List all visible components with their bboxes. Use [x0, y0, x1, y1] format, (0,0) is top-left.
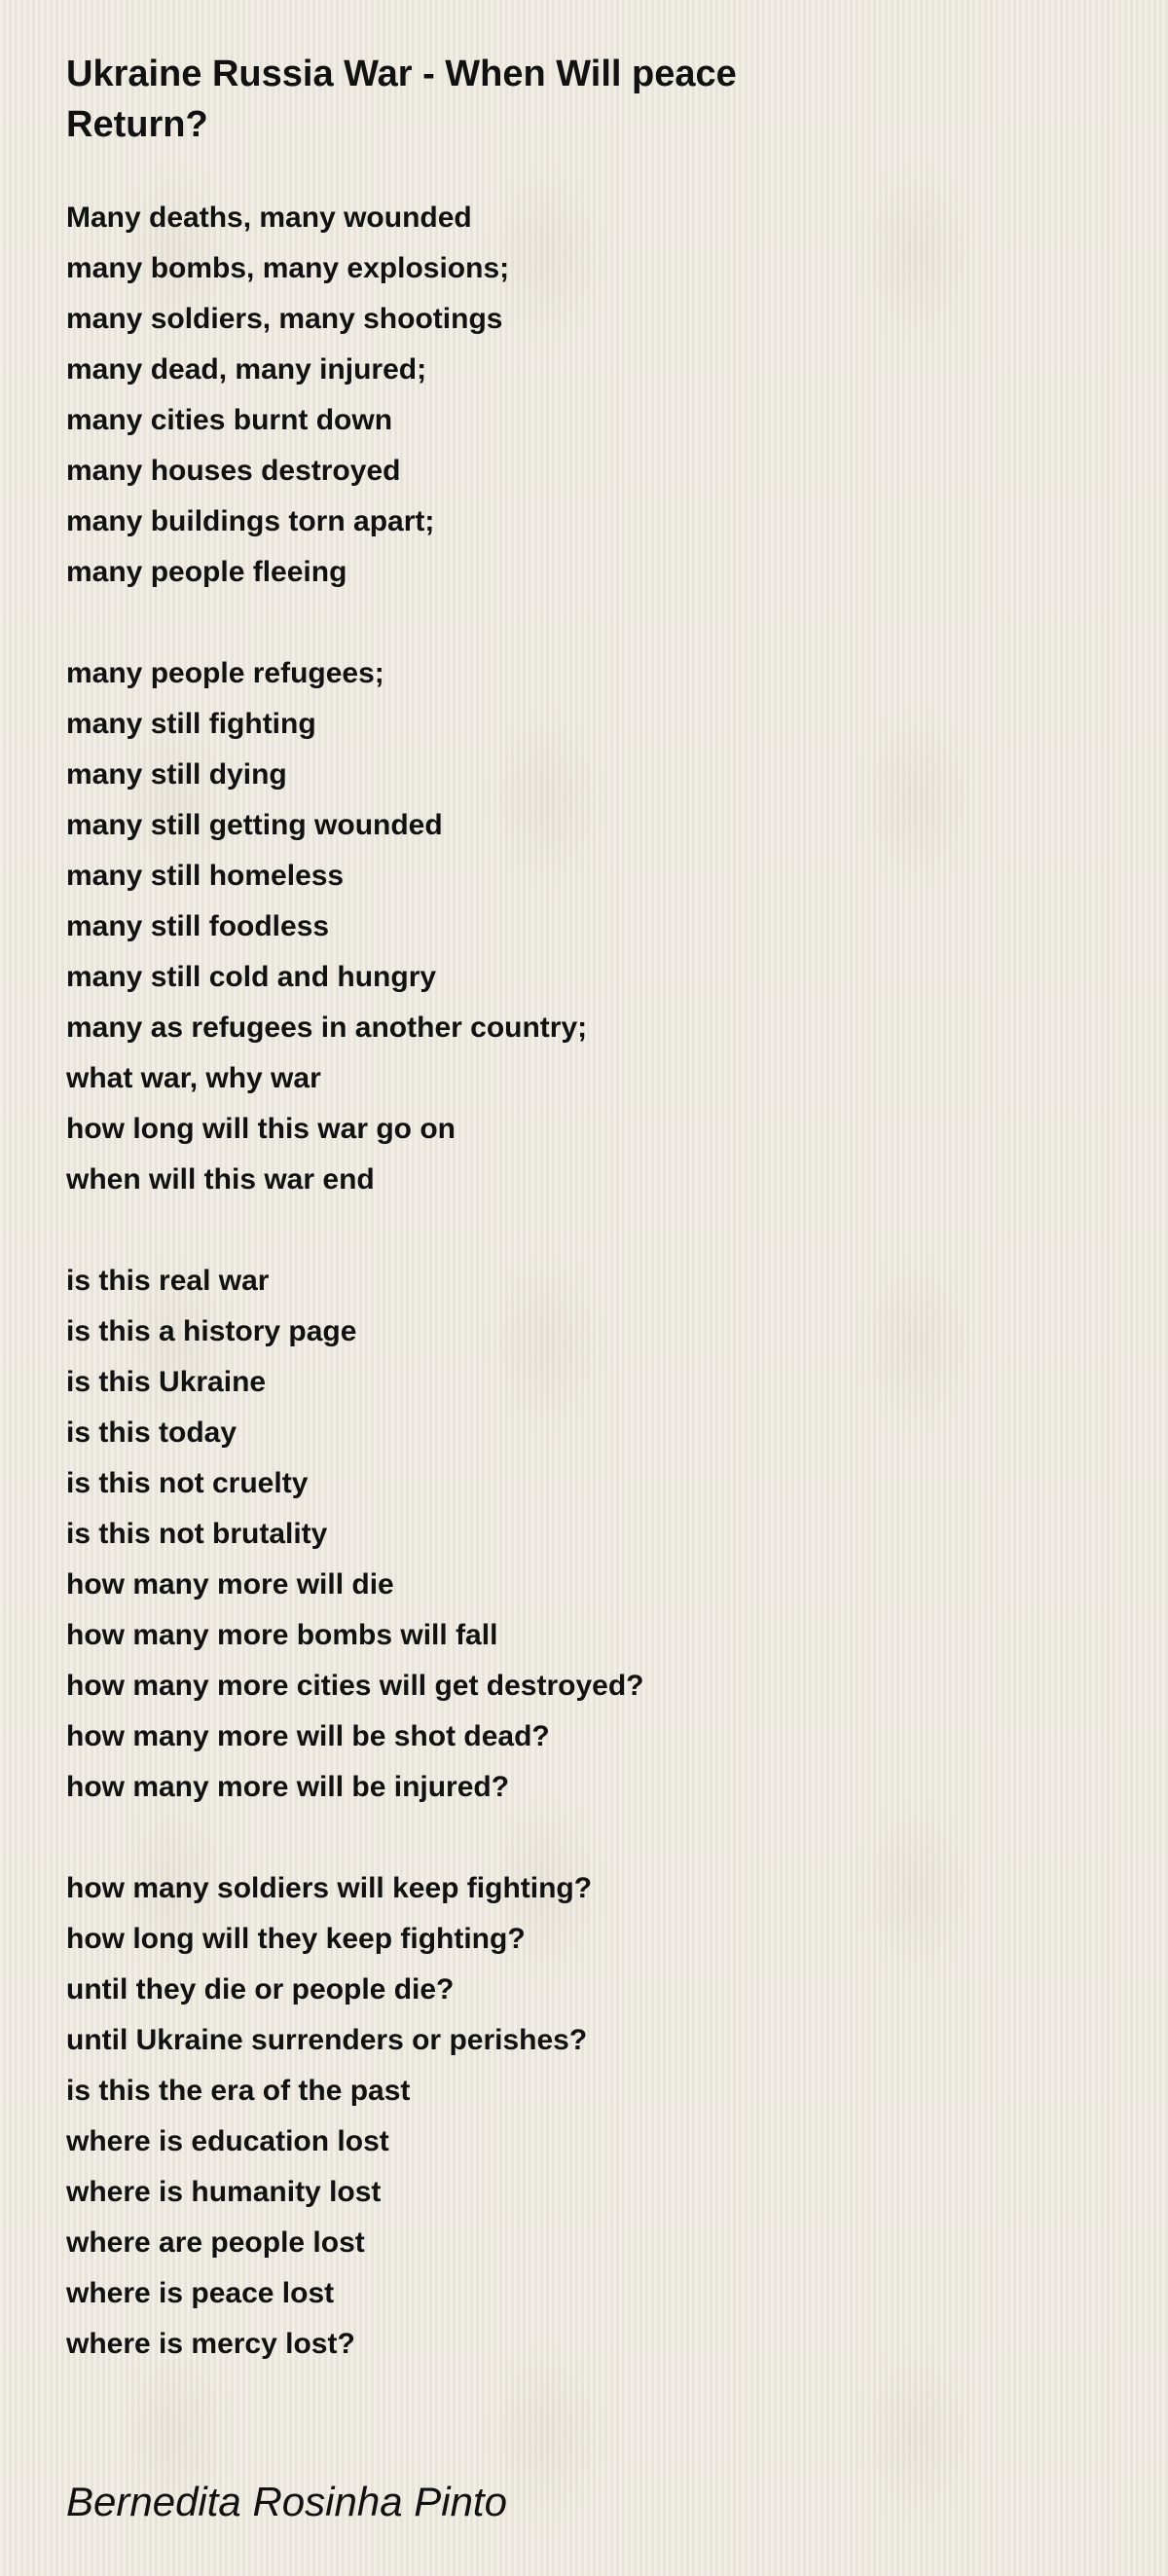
poem-title: Ukraine Russia War - When Will peace Return?: [66, 54, 737, 145]
poem-line: when will this war end: [66, 1163, 375, 1196]
poem-line: until Ukraine surrenders or perishes?: [66, 2024, 588, 2056]
stanza: [66, 1863, 1117, 2370]
poem-line: many houses destroyed: [66, 455, 401, 487]
poem-line: many still getting wounded: [66, 809, 443, 841]
poem-line: where is peace lost: [66, 2277, 335, 2309]
poem-body: [66, 193, 1117, 2370]
poem-line: many cities burnt down: [66, 404, 393, 436]
poem-line: is this the era of the past: [66, 2075, 411, 2107]
stanza: [66, 193, 1117, 598]
stanza: [66, 648, 1117, 1205]
poem-line: is this Ukraine: [66, 1366, 267, 1398]
poem-line: how many more will die: [66, 1568, 394, 1601]
poem-line: is this today: [66, 1417, 237, 1449]
poem-author: Bernedita Rosinha Pinto: [66, 2479, 507, 2524]
poem-line: many still homeless: [66, 860, 345, 892]
poem-line: how many more will be injured?: [66, 1771, 510, 1803]
poem-line: many buildings torn apart;: [66, 505, 435, 537]
poem-line: is this a history page: [66, 1315, 357, 1347]
poem-line: many still cold and hungry: [66, 961, 437, 993]
poem-line: what war, why war: [66, 1062, 321, 1094]
poem-line: how many soldiers will keep fighting?: [66, 1872, 593, 1904]
poem-line: many dead, many injured;: [66, 353, 427, 386]
poem-line: is this not cruelty: [66, 1467, 309, 1499]
poem-line: where is humanity lost: [66, 2176, 382, 2208]
poem-line: how many more bombs will fall: [66, 1619, 498, 1651]
poem-page: [66, 49, 1117, 2420]
poem-line: many as refugees in another country;: [66, 1012, 588, 1044]
poem-line: many bombs, many explosions;: [66, 252, 510, 284]
poem-line: how long will they keep fighting?: [66, 1923, 526, 1955]
poem-line: is this not brutality: [66, 1518, 328, 1550]
poem-line: how long will this war go on: [66, 1113, 456, 1145]
poem-line: until they die or people die?: [66, 1973, 455, 2006]
poem-line: where is education lost: [66, 2125, 389, 2157]
poem-line: where is mercy lost?: [66, 2328, 355, 2360]
poem-line: is this real war: [66, 1265, 270, 1297]
poem-line: how many more cities will get destroyed?: [66, 1670, 644, 1702]
poem-line: many still foodless: [66, 910, 330, 942]
poem-line: many soldiers, many shootings: [66, 303, 503, 335]
poem-line: many still fighting: [66, 708, 316, 740]
stanza: [66, 1256, 1117, 1813]
poem-line: many people fleeing: [66, 556, 347, 588]
poem-line: Many deaths, many wounded: [66, 202, 472, 234]
poem-line: how many more will be shot dead?: [66, 1720, 550, 1752]
poem-line: where are people lost: [66, 2226, 365, 2259]
poem-line: many still dying: [66, 758, 287, 791]
poem-line: many people refugees;: [66, 657, 384, 689]
